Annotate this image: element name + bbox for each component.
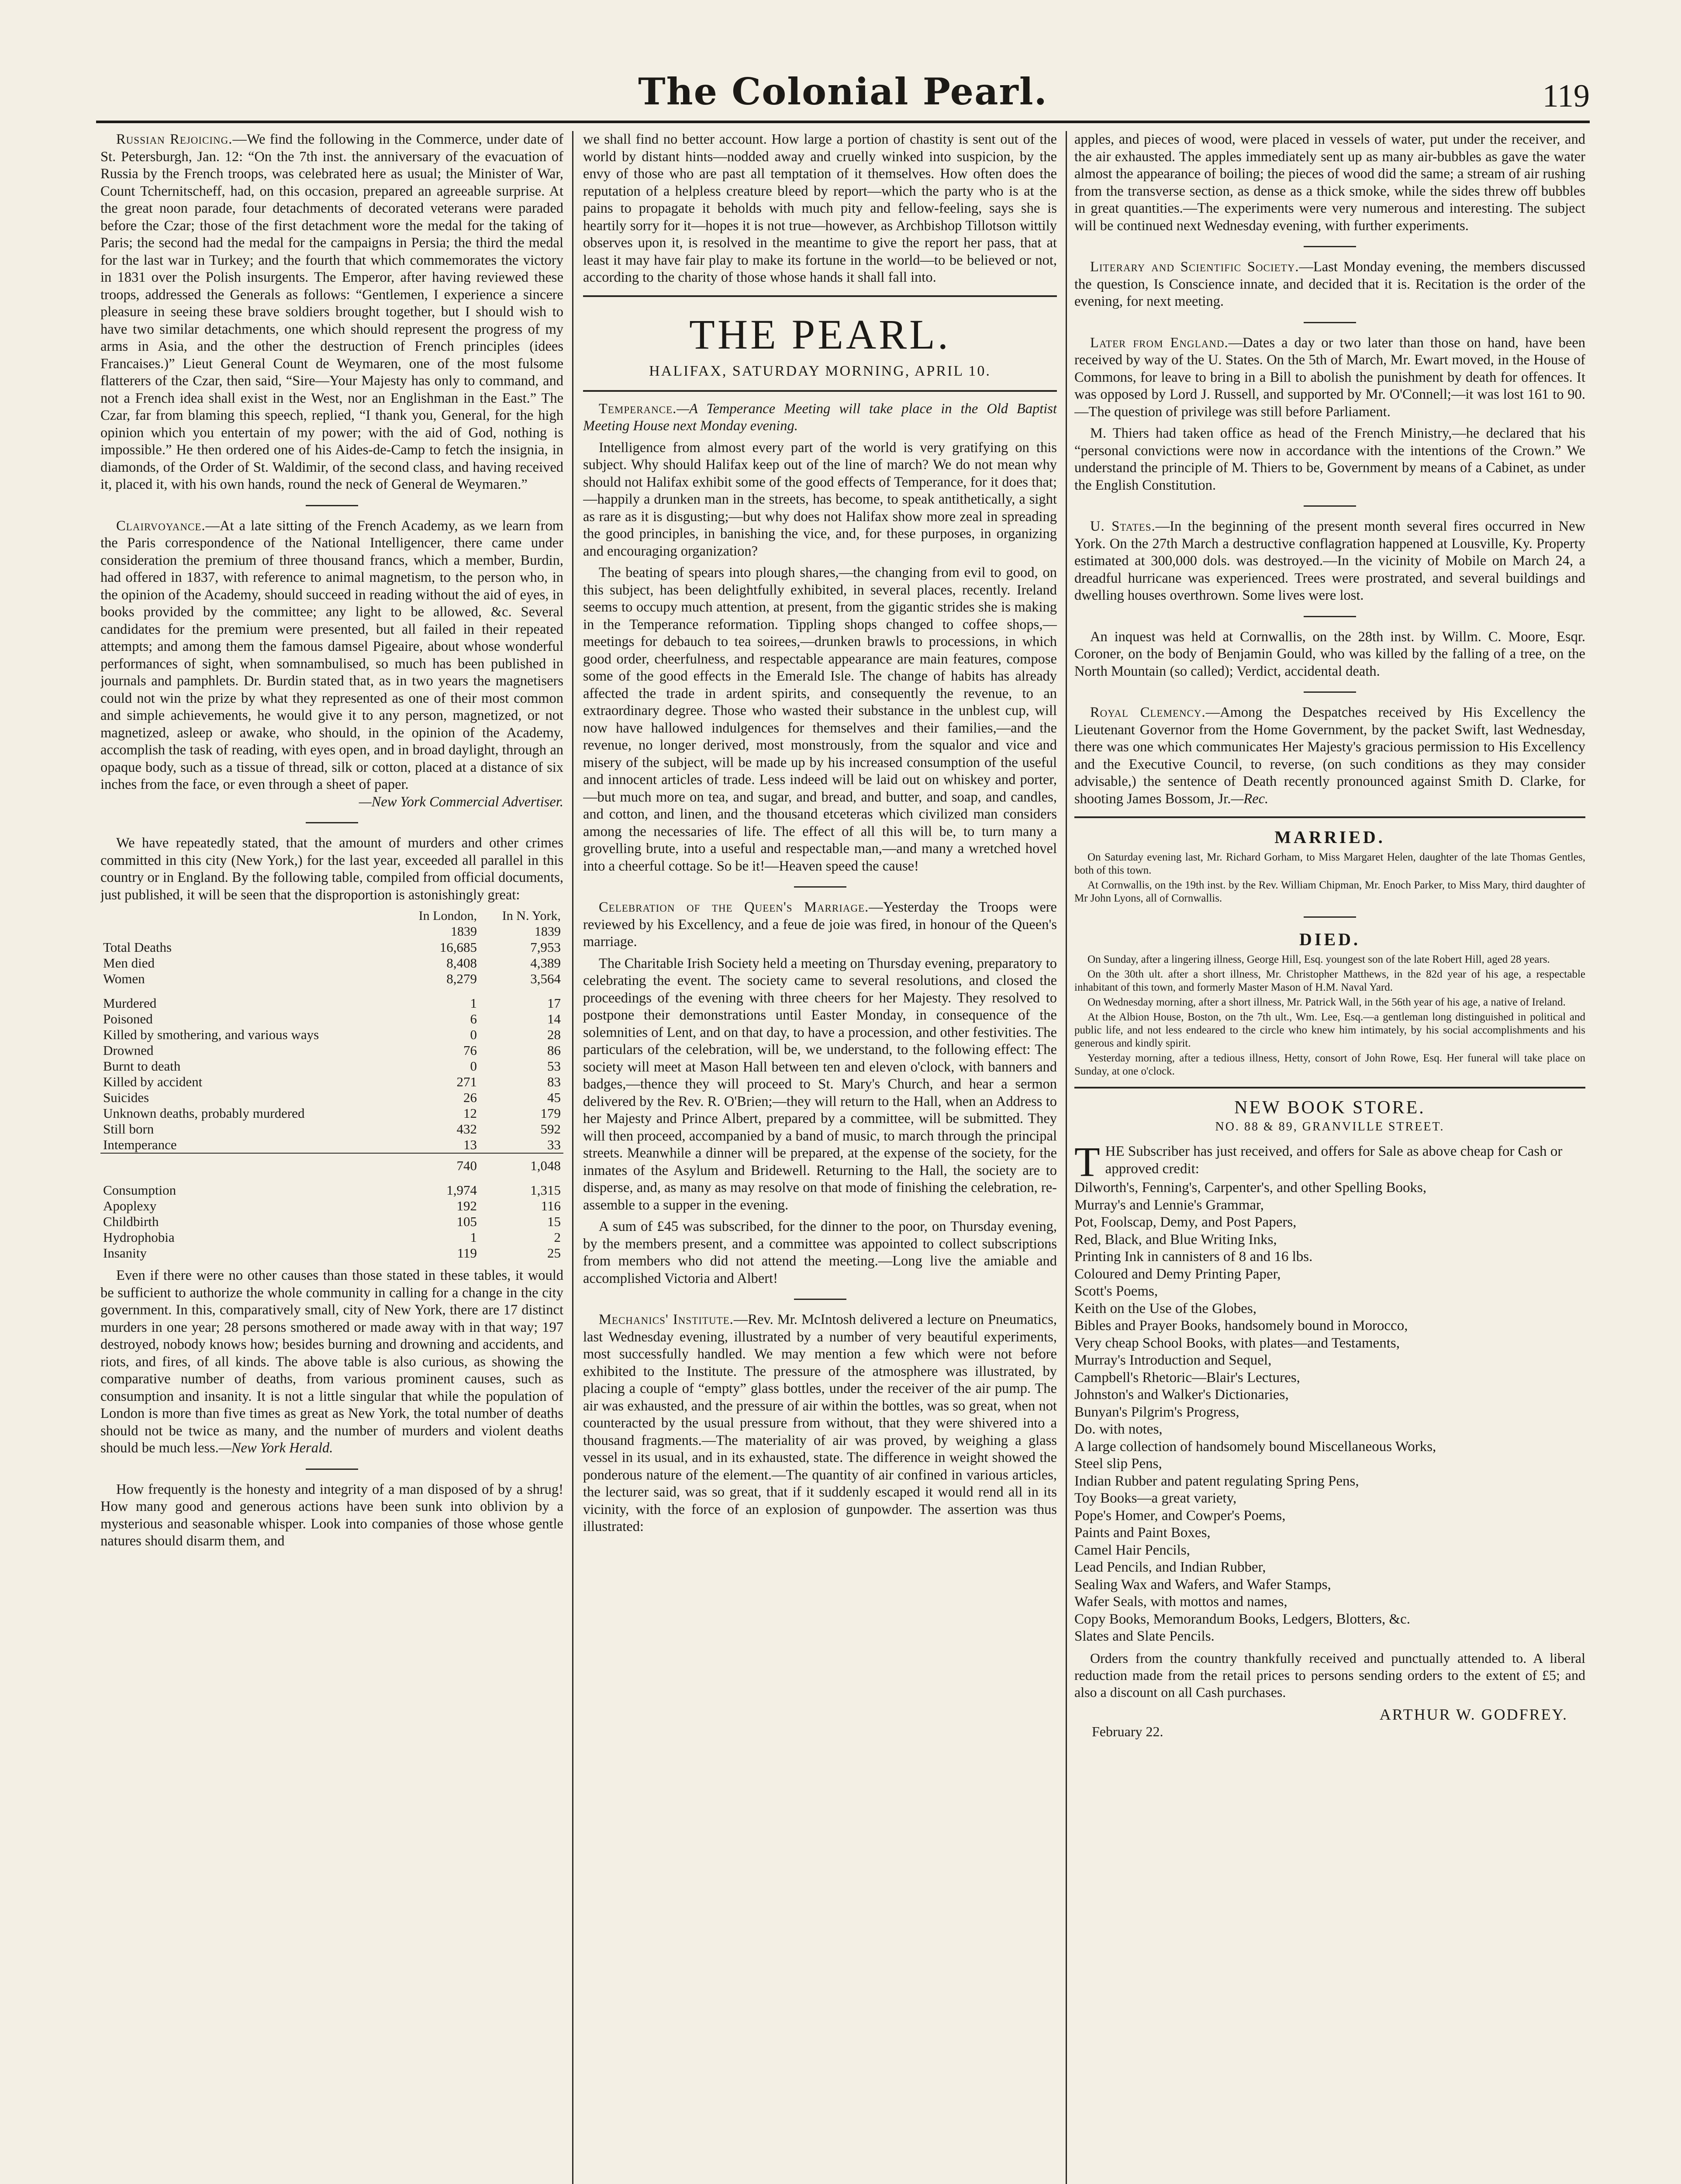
article-murders	[100, 835, 563, 1457]
column-rule	[572, 131, 573, 2184]
divider	[1304, 916, 1356, 918]
new-york-value-cell: 45	[547, 1090, 561, 1105]
article-russian-rejoicing	[100, 131, 563, 494]
table-row	[100, 1106, 563, 1121]
london-value-cell: 1	[470, 995, 477, 1011]
advertisement-intro: THE Subscriber has just received, and offers for Sale as above cheap for Cash or approved credit:	[1074, 1138, 1563, 1185]
new-york-value-cell: 86	[547, 1043, 561, 1058]
advertisement-address: NO. 88 & 89, GRANVILLE STREET.	[1215, 1120, 1445, 1133]
cause-cell: Still born	[103, 1121, 154, 1137]
new-york-value-cell: 53	[547, 1058, 561, 1074]
divider	[583, 295, 1057, 297]
column-3	[1074, 131, 1585, 2184]
list-item: Indian Rubber and patent regulating Spring Pens,	[1074, 1473, 1359, 1489]
page-number: 119	[1542, 78, 1590, 114]
london-value-cell: 12	[463, 1106, 477, 1121]
new-york-value-cell: 7,953	[530, 940, 561, 955]
article-united-states	[1074, 518, 1585, 605]
london-value-cell: 740	[396, 1153, 480, 1174]
list-item: Very cheap School Books, with plates—and Testaments,	[1074, 1335, 1400, 1351]
article-text: —We find the following in the Commerce, under date of St. Petersburgh, Jan. 12: “On the 7th inst. the anniversary of the evacuation of Russia by the French troops, was celebrated here as usual; the Minister of War, Count Tchernitscheff, had, on this occasion, prepared an agreeable surprise. At the great noon parade, four detachments of decorated veterans were paraded before the Czar; those of the first detachment wore the medal for the taking of Paris; the second had the medal for the campaigns in Persia; the third the medal for the last war in Turkey; and the fourth that which commemorates the victory in 1831 over the Polish insurgents. The Emperor, after having reviewed these troops, addressed the Generals as follows: “Gentlemen, I experience a sincere pleasure in seeing these brave soldiers brought together, but I should wish to have two similar detachments, one which should represent the progress of my arms in Asia, and the other the destruction of French principles (idees Francaises.)” Lieut General Count de Weymaren, one of the most fulsome flatterers of the Czar, then said, “Sire—Your Majesty has only to command, and not a French idea shall exist in the West, nor an Englishman in the East.” The Czar, far from blaming this speech, replied, “I thank you, General, for the high opinion which you entertain of my power; with the aid of God, nothing is impossible.” He then ordered one of his Aides-de-Camp to fetch the insignia, in diamonds, of the Order of St. Waldimir, of the second class, and having received it, placed it, with his own hands, round the neck of General de Weymaren.”	[100, 131, 563, 492]
table-row	[100, 1153, 563, 1174]
divider	[306, 822, 358, 823]
list-item: Toy Books—a great variety,	[1074, 1490, 1237, 1506]
divider	[794, 886, 846, 888]
new-york-value-cell: 179	[540, 1106, 561, 1121]
article-text: Even if there were no other causes than those stated in these tables, it would be sufficient to authorize the whole community in calling for a change in the city government. In this, comparatively small, city of New York, there are 17 distinct murders in one year; 28 persons smothered or made away with in that way; 197 destroyed, nobody knows how; besides burning and drowning and accidents, and riots, and fires, of all kinds. The above table is also curious, as showing the comparative number of deaths, from various prominent causes, such as consumption and insanity. It is not a little singular that while the population of London is more than five times as great as New York, the total number of deaths should not be twice as many, and the number of murders and violent deaths should be much less.—New York Herald.	[100, 1268, 563, 1456]
cause-cell: Poisoned	[103, 1011, 153, 1026]
divider	[1304, 691, 1356, 693]
advertisement-book-store	[1074, 1097, 1585, 1740]
table-spacer	[100, 1174, 563, 1182]
divider	[1304, 616, 1356, 617]
list-item: Campbell's Rhetoric—Blair's Lectures,	[1074, 1369, 1300, 1386]
divider	[306, 1469, 358, 1470]
notice-item: At the Albion House, Boston, on the 7th ult., Wm. Lee, Esq.—a gentleman long distinguished in political and public life, and not less endeared to the circle who knew him intimately, by his social accomplishments and his generous and kindly spirit.	[1074, 1011, 1585, 1049]
list-item: Lead Pencils, and Indian Rubber,	[1074, 1559, 1266, 1575]
advertisement-footer: Orders from the country thankfully received and punctually attended to. A liberal reduction made from the retail prices to persons sending orders to the extent of £5; and also a discount on all Cash purchases.	[1074, 1650, 1585, 1700]
new-york-value-cell: 116	[541, 1198, 561, 1213]
cause-cell: Murdered	[103, 995, 157, 1011]
divider	[1304, 322, 1356, 323]
new-york-value-cell: 14	[547, 1011, 561, 1026]
list-item: Scott's Poems,	[1074, 1283, 1158, 1299]
london-value-cell: 1,974	[446, 1182, 477, 1198]
advertisement-signer: ARTHUR W. GODFREY.	[1379, 1705, 1568, 1723]
new-york-value-cell: 15	[547, 1214, 561, 1229]
article-continuation	[583, 131, 1057, 287]
london-value-cell: 192	[456, 1198, 477, 1213]
list-item: Do. with notes,	[1074, 1421, 1163, 1437]
article-honesty	[100, 1481, 563, 1550]
new-york-value-cell: 33	[547, 1137, 561, 1152]
london-value-cell: 0	[470, 1027, 477, 1042]
list-item: Red, Black, and Blue Writing Inks,	[1074, 1231, 1277, 1248]
divider	[1074, 1087, 1585, 1089]
cause-cell: Hydrophobia	[103, 1230, 175, 1245]
london-value-cell: 8,408	[446, 955, 477, 971]
article-lead: Clairvoyance.	[116, 518, 206, 534]
newspaper-title: The Colonial Pearl.	[638, 70, 1048, 113]
advertisement-title: NEW BOOK STORE.	[1234, 1098, 1426, 1118]
column-1	[100, 131, 563, 2184]
article-text: An inquest was held at Cornwallis, on the 28th inst. by Willm. C. Moore, Esqr. Coroner, on the body of Benjamin Gould, who was killed by the falling of a tree, on the North Mountain (so called); Verdict, accidental death.	[1074, 629, 1585, 679]
died-notices	[1074, 929, 1585, 1078]
table-row	[100, 1230, 563, 1245]
article-text: we shall find no better account. How large a portion of chastity is sent out of the world by distant hints—nodded away and cruelly winked into suspicion, by the envy of those who are past all temptation of it themselves. How often does the reputation of a helpless creature bleed by report—which the party who is at the pains to propagate it beholds with much pity and fellow-feeling, says she is heartily sorry for it—hopes it is not true—however, as Archbishop Tillotson wittily observes upon it, is resolved in the meantime to give the report her pass, that at least it may have fair play to make its fortune in the world—to be believed or not, according to the charity of those whose hands it shall fall into.	[583, 131, 1057, 285]
article-intro: We have repeatedly stated, that the amount of murders and other crimes committed in this city (New York,) for the last year, exceeded all parallel in this country or in England. By the following table, compiled from official documents, just published, it will be seen that the disproportion is astonishingly great:	[100, 835, 563, 903]
cause-cell: Burnt to death	[103, 1058, 181, 1074]
list-item: Paints and Paint Boxes,	[1074, 1525, 1211, 1541]
table-row	[100, 971, 563, 987]
masthead-rule	[96, 121, 1590, 123]
list-item: Keith on the Use of the Globes,	[1074, 1300, 1256, 1317]
article-text: M. Thiers had taken office as head of the French Ministry,—he declared that his “personal convictions were now in accordance with the intentions of the Crown.” We understand the principle of M. Thiers to be, Government by means of a Cabinet, as under the English Constitution.	[1074, 425, 1585, 493]
cause-cell: Killed by smothering, and various ways	[103, 1027, 319, 1042]
article-text: —Dates a day or two later than those on hand, have been received by way of the U. States. On the 5th of March, Mr. Ewart moved, in the House of Commons, for leave to bring in a Bill to abolish the punishment by death for offences. It was opposed by Lord J. Russell, and supported by Mr. O'Connell;—it was lost 161 to 90.—The question of privilege was still before Parliament.	[1074, 335, 1585, 420]
divider	[794, 1299, 846, 1300]
article-text: The beating of spears into plough shares,—the changing from evil to good, on this subject, has been delightfully exhibited, in several places, recently. Ireland seems to occupy much attention, at present, from the gigantic strides she is making in the Temperance reformation. Tippling shops changed to coffee shops,—meetings for debauch to tea soirees,—drunken brawls to processions, in which good order, cheerfulness, and respectable appearance are main features, compose some of the good effects in the Emerald Isle. The change of habits has already affected the trade in ardent spirits, and consequently the revenue, to an extraordinary degree. Those who wasted their substance in the unblest cup, will now have hallowed indulgences for themselves and their families,—and the revenue, no longer derived, most monstrously, from the squalor and vice and misery of the subject, will be made up by his increased consumption of the useful and innocent articles of trade. Less indeed will be laid out on whiskey and porter,—but much more on tea, and sugar, and bread, and butter, and soap, and candles, and cotton, and linen, and the thousand etceteras which civilized man considers among the necessaries of life. The effect of all this will be, to turn many a grovelling brute, into a useful and respectable man,—and many a wretched hovel into a cheerful cottage. So be it!—Heaven speed the cause!	[583, 565, 1057, 874]
table-row	[100, 1182, 563, 1198]
divider	[306, 505, 358, 506]
list-item: Murray's and Lennie's Grammar,	[1074, 1197, 1264, 1213]
masthead	[96, 66, 1590, 118]
list-item: Printing Ink in cannisters of 8 and 16 lbs.	[1074, 1249, 1313, 1265]
divider	[583, 390, 1057, 392]
london-value-cell: 8,279	[446, 971, 477, 986]
cause-cell: Men died	[103, 955, 155, 971]
article-continuation	[1074, 131, 1585, 235]
article-text: —Among the Despatches received by His Excellency the Lieutenant Governor from the Home Government, by the packet Swift, last Wednesday, there was one which communicates Her Majesty's gracious permission to His Excellency and the Executive Council, to reverse, (on such conditions as they may consider advisable,) the sentence of Death recently pronounced against Smith D. Clarke, for shooting James Bossom, Jr.	[1074, 705, 1585, 807]
article-source: —New York Commercial Advertiser.	[359, 794, 563, 810]
article-text: —Yesterday the Troops were reviewed by his Excellency, and a feue de joie was fired, in honour of the Queen's marriage.	[583, 899, 1057, 950]
new-york-value-cell: 3,564	[530, 971, 561, 986]
divider	[1074, 816, 1585, 818]
article-lead: Temperance.	[599, 401, 677, 417]
table-row	[100, 1090, 563, 1106]
notice-item: On the 30th ult. after a short illness, Mr. Christopher Matthews, in the 82d year of his age, a respectable inhabitant of this town, and formerly Master Mason of H.M. Naval Yard.	[1074, 968, 1585, 993]
table-row	[100, 955, 563, 971]
article-temperance	[583, 401, 1057, 875]
table-row	[100, 995, 563, 1011]
new-york-value-cell: 17	[547, 995, 561, 1011]
column-2	[583, 131, 1057, 2184]
cause-cell: Consumption	[103, 1182, 176, 1198]
cause-cell: Killed by accident	[103, 1074, 203, 1089]
list-item: Bunyan's Pilgrim's Progress,	[1074, 1404, 1239, 1420]
list-item: Steel slip Pens,	[1074, 1456, 1162, 1472]
article-celebration	[583, 899, 1057, 1287]
list-item: Johnston's and Walker's Dictionaries,	[1074, 1387, 1289, 1403]
new-york-value-cell: 25	[547, 1245, 561, 1261]
article-lead: Celebration of the Queen's Marriage.	[599, 899, 869, 915]
list-item: Murray's Introduction and Sequel,	[1074, 1352, 1272, 1368]
cause-cell: Suicides	[103, 1090, 149, 1105]
column-header-london: In London, 1839	[418, 909, 477, 939]
list-item: Bibles and Prayer Books, handsomely bound in Morocco,	[1074, 1318, 1408, 1334]
london-value-cell: 6	[470, 1011, 477, 1026]
article-lead: U. States.	[1090, 518, 1156, 534]
advertisement-date: February 22.	[1092, 1723, 1163, 1739]
new-york-value-cell: 1,048	[480, 1153, 563, 1174]
table-row	[100, 940, 563, 955]
london-value-cell: 119	[457, 1245, 477, 1261]
table-row	[100, 1198, 563, 1214]
new-york-value-cell: 1,315	[530, 1182, 561, 1198]
article-lead: Royal Clemency.	[1090, 705, 1206, 720]
table-row	[100, 1245, 563, 1261]
list-item: Pope's Homer, and Cowper's Poems,	[1074, 1507, 1286, 1524]
list-item: Copy Books, Memorandum Books, Ledgers, Blotters, &c.	[1074, 1611, 1411, 1627]
cause-cell: Insanity	[103, 1245, 147, 1261]
article-text: A sum of £45 was subscribed, for the dinner to the poor, on Thursday evening, by the members present, and a committee was appointed to collect subscriptions from members who did not attend the meeting.—Long live the amiable and accomplished Victoria and Albert!	[583, 1219, 1057, 1286]
notice-item: At Cornwallis, on the 19th inst. by the Rev. William Chipman, Mr. Enoch Parker, to Miss Mary, third daughter of Mr John Lyons, all of Cornwallis.	[1074, 879, 1585, 904]
london-value-cell: 432	[456, 1121, 477, 1137]
divider	[1304, 246, 1356, 247]
london-value-cell: 26	[463, 1090, 477, 1105]
article-royal-clemency	[1074, 704, 1585, 808]
cause-cell: Unknown deaths, probably murdered	[103, 1106, 305, 1121]
new-york-value-cell: 28	[547, 1027, 561, 1042]
article-text: —In the beginning of the present month several fires occurred in New York. On the 27th March a destructive conflagration happened at Lousville, Ky. Property estimated at 300,000 dols. was destroyed.—In the vicinity of Mobile on March 24, a dreadful hurricane was experienced. Trees were prostrated, and several buildings and dwelling houses overthrown. Some lives were lost.	[1074, 518, 1585, 603]
table-row	[100, 1214, 563, 1230]
london-value-cell: 13	[463, 1137, 477, 1152]
cause-cell: Women	[103, 971, 145, 986]
list-item: Pot, Foolscap, Demy, and Post Papers,	[1074, 1214, 1297, 1230]
table-header-row	[100, 908, 563, 940]
column-header-new-york: In N. York, 1839	[502, 909, 561, 939]
list-item: Camel Hair Pencils,	[1074, 1542, 1190, 1558]
new-york-value-cell: 4,389	[530, 955, 561, 971]
article-lead: Literary and Scientific Society.	[1090, 259, 1299, 275]
cause-cell: Total Deaths	[103, 940, 172, 955]
article-lead: Later from England.	[1090, 335, 1229, 351]
article-literary-society	[1074, 259, 1585, 311]
table-spacer	[100, 987, 563, 995]
article-mechanics-institute	[583, 1311, 1057, 1536]
list-item: A large collection of handsomely bound Miscellaneous Works,	[1074, 1438, 1436, 1455]
article-inquest	[1074, 629, 1585, 681]
london-value-cell: 105	[456, 1214, 477, 1229]
list-item: Dilworth's, Fenning's, Carpenter's, and other Spelling Books,	[1074, 1180, 1427, 1196]
died-heading: DIED.	[1299, 930, 1361, 949]
article-lead: Russian Rejoicing.	[116, 131, 233, 147]
london-value-cell: 1	[470, 1230, 477, 1245]
new-york-value-cell: 592	[540, 1121, 561, 1137]
notice-item: On Wednesday morning, after a short illness, Mr. Patrick Wall, in the 56th year of his age, a native of Ireland.	[1087, 996, 1566, 1008]
london-value-cell: 271	[456, 1074, 477, 1089]
mortality-table	[100, 908, 563, 1261]
table-row	[100, 1058, 563, 1074]
article-text: —At a late sitting of the French Academy, as we learn from the Paris correspondence of the National Intelligencer, there came under consideration the premium of three thousand francs, which a member, Burdin, had offered in 1837, with reference to animal magnetism, to the person who, in the opinion of the Academy, should succeed in reading without the aid of eyes, in books provided by the committee; any light to be allowed, &c. Several candidates for the premium were presented, but all failed in their repeated attempts; and among them the famous damsel Pigeaire, about whose wonderful performances of sight, when somnambulised, so much has been published in journals and pamphlets. Dr. Burdin stated that, as in two years the magnetisers could not win the prize by what they represented as one of their most common and simple achievements, he would give it to any person, magnetized, or not magnetized, asleep or awake, who should, in the opinion of the Academy, accomplish the task of reading, with eyes open, and in broad daylight, through an opaque body, such as a tissue of thread, silk or cotton, placed at a distance of six inches from the face, or even through a sheet of paper.	[100, 518, 563, 792]
notice-item: On Saturday evening last, Mr. Richard Gorham, to Miss Margaret Helen, daughter of the late Thomas Gentles, both of this town.	[1074, 851, 1585, 876]
section-dateline: HALIFAX, SATURDAY MORNING, APRIL 10.	[649, 363, 991, 379]
article-text: How frequently is the honesty and integrity of a man disposed of by a shrug! How many good and generous actions have been sunk into oblivion by a mysterious and seasonable whisper. Look into companies of those whose gentle natures should disarm them, and	[100, 1481, 563, 1549]
new-york-value-cell: 2	[554, 1230, 561, 1245]
cause-cell: Intemperance	[103, 1137, 177, 1152]
table-row	[100, 1121, 563, 1137]
table-row	[100, 1137, 563, 1153]
list-item: Coloured and Demy Printing Paper,	[1074, 1266, 1281, 1282]
london-value-cell: 76	[463, 1043, 477, 1058]
new-york-value-cell: 83	[547, 1074, 561, 1089]
article-text: apples, and pieces of wood, were placed in vessels of water, put under the receiver, and the air exhausted. The apples immediately sent up as many air-bubbles as gave the water almost the appearance of boiling; the pieces of wood did the same; a stream of air rushing from the transverse section, as dense as a thick smoke, while the sides threw off bubbles in great quantities.—The experiments were very numerous and interesting. The subject will be continued next Wednesday evening, with further experiments.	[1074, 131, 1585, 234]
article-text: —Rev. Mr. McIntosh delivered a lecture on Pneumatics, last Wednesday evening, illustrated by a number of very beautiful experiments, most successfully handled. We may mention a few which were not before exhibited to the Institute. The pressure of the atmosphere was illustrated, by placing a couple of “empty” glass bottles, under the receiver of the air pump. The air was exhausted, and the pressure of air within the bottles, was so great, when not counteracted by the usual pressure from without, that they were shivered into a thousand fragments.—The materiality of air was proved, by weighing a glass vessel in its usual, and in its exhausted, state. The difference in weight showed the ponderous nature of the element.—The quantity of air confined in various articles, the lecturer said, was so great, that if it suddenly escaped it would rend all in its vicinity, with the force of an explosion of gunpowder. The assertion was thus illustrated:	[583, 1312, 1057, 1534]
article-later-from-england	[1074, 335, 1585, 494]
list-item: Wafer Seals, with mottos and names,	[1074, 1594, 1288, 1610]
cause-cell: Apoplexy	[103, 1198, 157, 1213]
london-value-cell: 16,685	[439, 940, 477, 955]
table-row	[100, 1074, 563, 1090]
table-row	[100, 1027, 563, 1043]
article-source: —New York Herald.	[218, 1440, 333, 1456]
list-item: Sealing Wax and Wafers, and Wafer Stamps,	[1074, 1576, 1331, 1593]
article-note: —A Temperance Meeting will take place in the Old Baptist Meeting House next Monday evening.	[583, 401, 1057, 434]
article-text: —Last Monday evening, the members discussed the question, Is Conscience innate, and decided that it is. Recitation is the order of the evening, for next meeting.	[1074, 259, 1585, 309]
cause-cell: Drowned	[103, 1043, 154, 1058]
divider	[1304, 505, 1356, 507]
cause-cell: Childbirth	[103, 1214, 159, 1229]
drop-cap: T	[1074, 1138, 1100, 1185]
married-heading: MARRIED.	[1274, 827, 1385, 847]
article-lead: Mechanics' Institute.	[599, 1312, 734, 1327]
table-row	[100, 1011, 563, 1027]
cause-cell	[100, 1153, 396, 1174]
section-title: THE PEARL.	[689, 311, 951, 358]
london-value-cell: 0	[470, 1058, 477, 1074]
column-rule	[1066, 131, 1067, 2184]
notice-item: Yesterday morning, after a tedious illness, Hetty, consort of John Rowe, Esq. Her funeral will take place on Sunday, at one o'clock.	[1074, 1052, 1585, 1077]
article-text: The Charitable Irish Society held a meeting on Thursday evening, preparatory to celebrating the event. The society came to several resolutions, and closed the proceedings of the evening with three cheers for her Majesty. They resolved to postpone their demonstrations until Easter Monday, in consequence of the solemnities of Lent, and on that day, to have a procession, and other festivities. The particulars of the celebration, will be, we understand, to the following effect: The society will meet at Mason Hall between ten and eleven o'clock, with banners and badges,—thence they will proceed to St. Mary's Church, and hear a sermon delivered by the Rev. R. O'Brien;—they will return to the Hall, when an Address to her Majesty and Prince Albert, prepared by a committee, will be submitted. They will then proceed, accompanied by a band of music, to march through the principal streets. Meanwhile a dinner will be prepared, at the expense of the society, for the inmates of the Asylum and Bridewell. Returning to the Hall, the society are to disperse, and, as many as may resolve on that mode of finishing the celebration, re-assemble to a supper in the evening.	[583, 955, 1057, 1213]
article-clairvoyance	[100, 518, 563, 811]
article-source: —Rec.	[1231, 791, 1269, 807]
advertisement-item-list	[1074, 1179, 1585, 1645]
list-item: Slates and Slate Pencils.	[1074, 1628, 1215, 1644]
notice-item: On Sunday, after a lingering illness, George Hill, Esq. youngest son of the late Robert Hill, aged 28 years.	[1087, 954, 1550, 965]
married-notices	[1074, 827, 1585, 905]
article-text: Intelligence from almost every part of the world is very gratifying on this subject. Why should Halifax keep out of the line of march? We do not mean why should not Halifax exhibit some of the good effects of Temperance, for it does that;—happily a drunken man in the streets, has become, to speak antithetically, a sight as rare as it is disgusting;—but why does not Halifax show more zeal in spreading the good principles, in banishing the vice, and, for these purposes, in organizing and encouraging organization?	[583, 439, 1057, 559]
table-row	[100, 1043, 563, 1058]
